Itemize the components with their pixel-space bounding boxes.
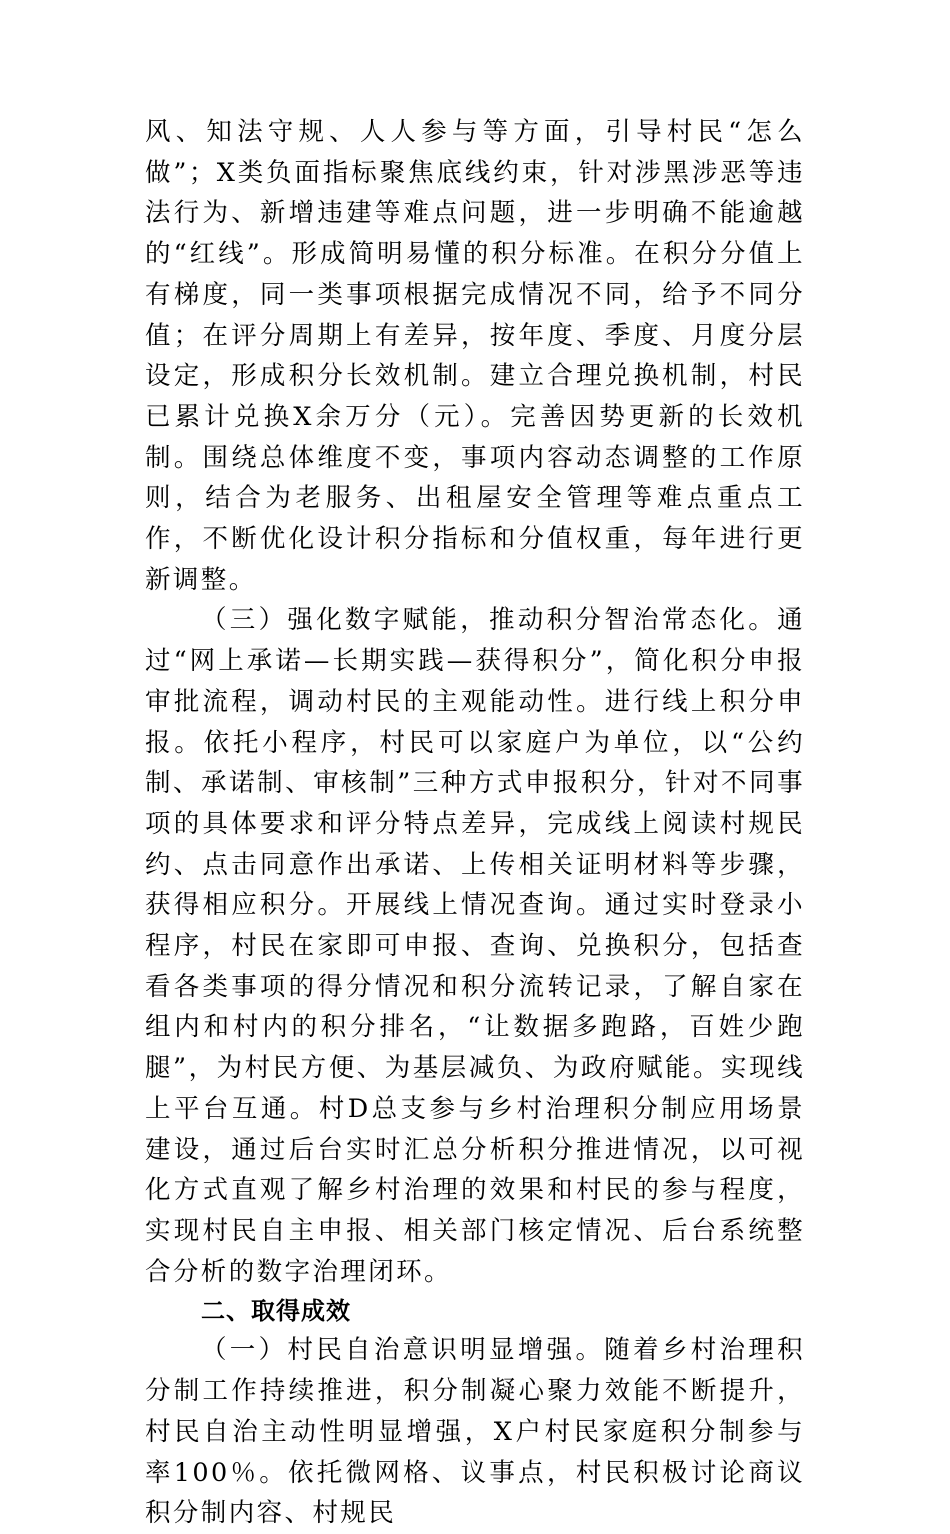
paragraph-self-governance — [145, 1330, 805, 1534]
paragraph-text: 随着乡村治理积分制工作持续推进，积分制凝心聚力效能不断提升，村民自治主动性明显增强，X户村民家庭积分制参与率100％。依托微网格、议事点，村民积极讨论商议积分制内容、村规民 — [145, 1335, 805, 1529]
paragraph-text: 通过“网上承诺—长期实践—获得积分”，简化积分申报审批流程，调动村民的主观能动性。进行线上积分申报。依托小程序，村民可以家庭户为单位，以“公约制、承诺制、审核制”三种方式申报积分，针对不同事项的具体要求和评分特点差异，完成线上阅读村规民约、点击同意作出承诺、上传相关证明材料等步骤，获得相应积分。开展线上情况查询。通过实时登录小程序，村民在家即可申报、查询、兑换积分，包括查看各类事项的得分情况和积分流转记录，了解自家在组内和村内的积分排名，“让数据多跑路，百姓少跑腿”，为村民方便、为基层减负、为政府赋能。实现线上平台互通。村D总支参与乡村治理积分制应用场景建设，通过后台实时汇总分析积分推进情况，以可视化方式直观了解乡村治理的效果和村民的参与程度，实现村民自主申报、相关部门核定情况、后台系统整合分析的数字治理闭环。 — [145, 605, 805, 1287]
paragraph-text: 风、知法守规、人人参与等方面，引导村民“怎么做”；X类负面指标聚焦底线约束，针对涉黑涉恶等违法行为、新增违建等难点问题，进一步明确不能逾越的“红线”。形成简明易懂的积分标准。在积分分值上有梯度，同一类事项根据完成情况不同，给予不同分值；在评分周期上有差异，按年度、季度、月度分层设定，形成积分长效机制。建立合理兑换机制，村民已累计兑换X余万分（元）。完善因势更新的长效机制。围绕总体维度不变，事项内容动态调整的工作原则，结合为老服务、出租屋安全管理等难点重点工作，不断优化设计积分指标和分值权重，每年进行更新调整。 — [145, 117, 805, 595]
paragraph-lead: （一）村民自治意识明显增强。 — [201, 1335, 605, 1366]
section-heading: 二、取得成效 — [201, 1297, 351, 1326]
paragraph-scoring-standards — [145, 112, 805, 600]
paragraph-lead: （三）强化数字赋能，推动积分智治常态化。 — [201, 605, 778, 636]
paragraph-digital-empowerment — [145, 600, 805, 1292]
